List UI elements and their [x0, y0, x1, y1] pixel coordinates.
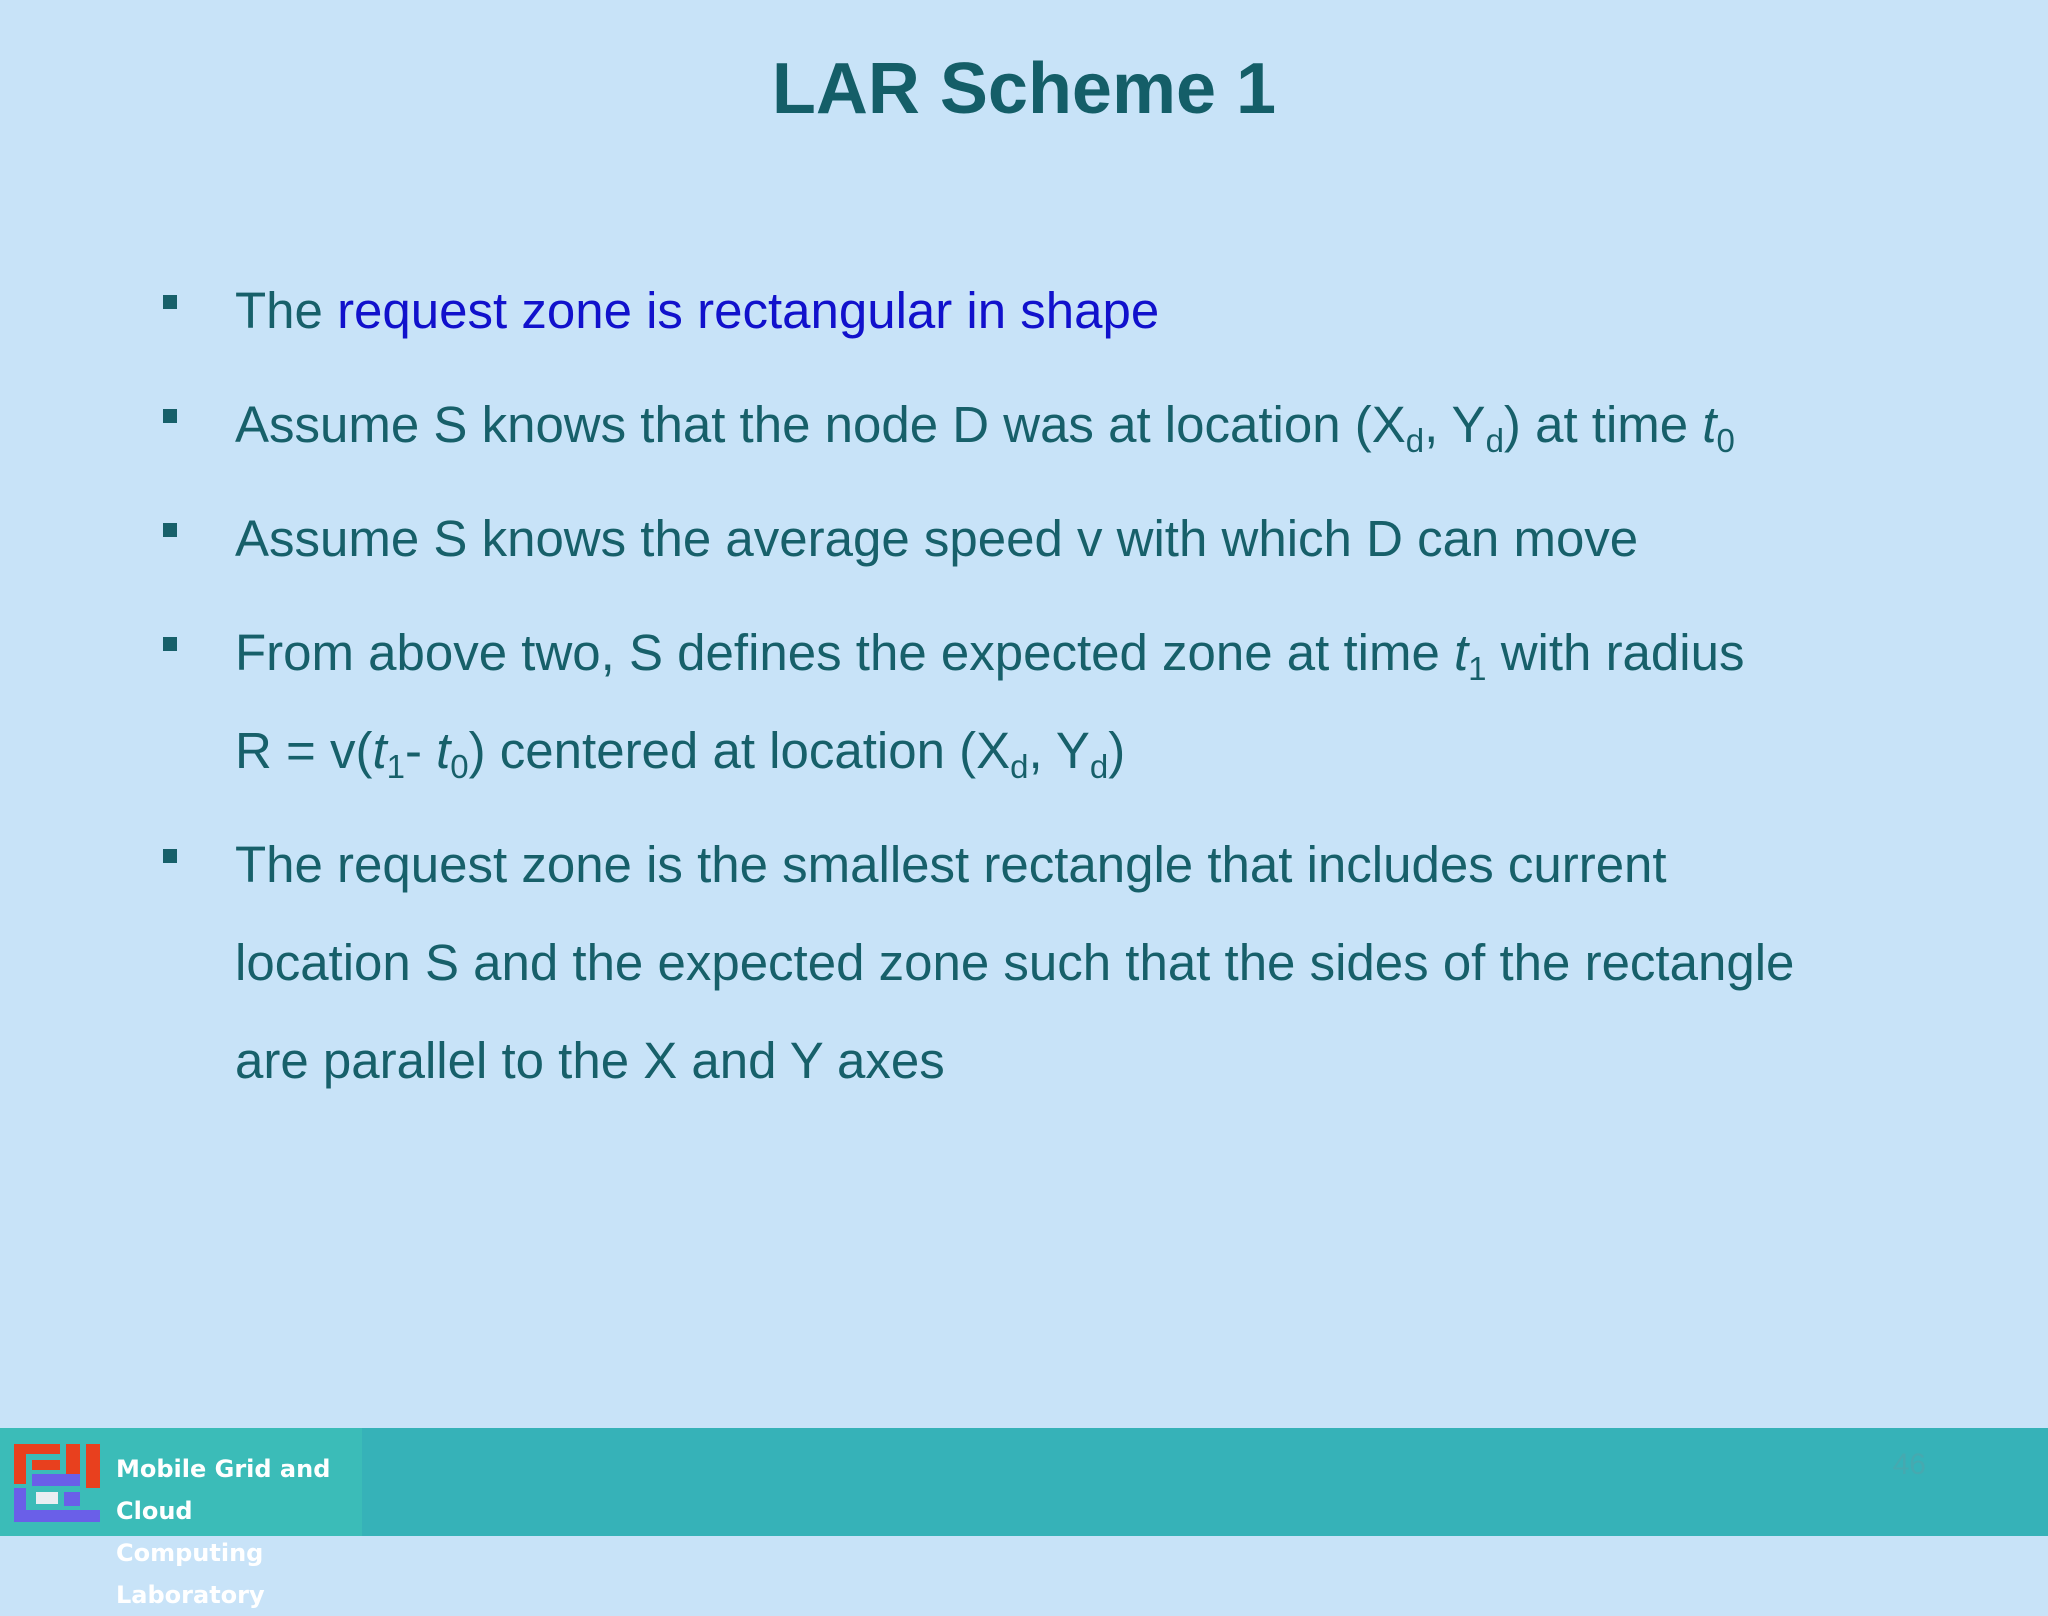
- highlighted-text: request zone is rectangular in shape: [337, 282, 1160, 339]
- bullet-average-speed: [160, 490, 1920, 588]
- lab-logo-icon: [14, 1444, 104, 1522]
- bullet-text: Assume S knows the average speed v with which D can move: [235, 510, 1639, 567]
- lab-name-line1: Mobile Grid and Cloud: [116, 1455, 331, 1525]
- page-number: 46: [1892, 1448, 1926, 1481]
- lab-logo: [0, 1428, 362, 1609]
- subscript: d: [1010, 748, 1029, 785]
- bullet-list: [160, 262, 1920, 1126]
- variable: t: [1454, 624, 1469, 681]
- bullet-text: ): [1108, 722, 1126, 779]
- variable: t: [1702, 396, 1717, 453]
- subscript: 1: [1468, 650, 1487, 687]
- subscript: 0: [450, 748, 469, 785]
- bullet-request-zone-definition: [160, 816, 1920, 1110]
- subscript: d: [1089, 748, 1109, 785]
- bullet-text: The request zone is the smallest rectangle that includes current: [235, 836, 1667, 893]
- subscript: 0: [1716, 422, 1735, 459]
- square-bullet-icon: [163, 637, 177, 651]
- variable: t: [372, 722, 387, 779]
- lab-name-line2: Computing Laboratory: [116, 1539, 265, 1609]
- square-bullet-icon: [163, 523, 177, 537]
- variable: t: [436, 722, 451, 779]
- bullet-text: -: [404, 722, 437, 779]
- bullet-text: location S and the expected zone such that the sides of the rectangle: [235, 934, 1795, 991]
- slide-title: LAR Scheme 1: [771, 49, 1277, 129]
- square-bullet-icon: [163, 295, 177, 309]
- bullet-known-location: [160, 376, 1920, 474]
- bullet-expected-zone: [160, 604, 1920, 800]
- footer-bar: [0, 1428, 2048, 1609]
- bullet-text: , Y: [1028, 722, 1090, 779]
- bullet-text: The: [235, 282, 338, 339]
- lab-name: [116, 1448, 362, 1616]
- square-bullet-icon: [163, 409, 177, 423]
- bullet-request-zone-shape: [160, 262, 1920, 360]
- subscript: d: [1405, 422, 1425, 459]
- bullet-text: ) at time: [1503, 396, 1703, 453]
- bullet-text: R = v(: [235, 722, 373, 779]
- bullet-text: are parallel to the X and Y axes: [235, 1032, 945, 1089]
- bullet-text: , Y: [1424, 396, 1486, 453]
- bullet-text: Assume S knows that the node D was at location (X: [235, 396, 1406, 453]
- subscript: d: [1485, 422, 1504, 459]
- subscript: 1: [386, 748, 405, 785]
- bullet-text: ) centered at location (X: [468, 722, 1011, 779]
- bullet-text: with radius: [1486, 624, 1745, 681]
- square-bullet-icon: [163, 849, 177, 863]
- bullet-text: From above two, S defines the expected zone at time: [235, 624, 1454, 681]
